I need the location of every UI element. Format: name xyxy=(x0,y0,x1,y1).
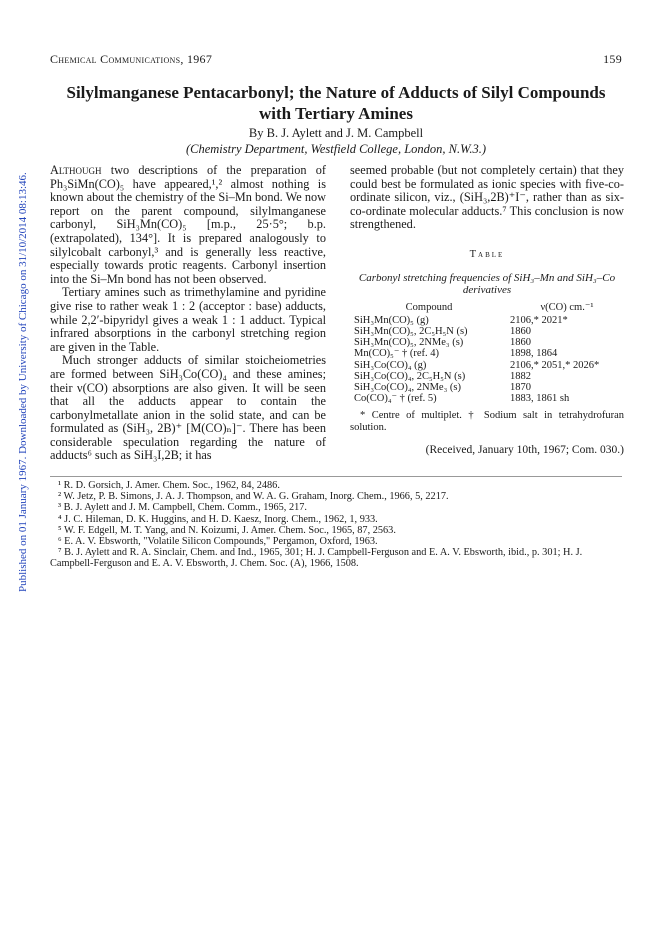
table-row xyxy=(350,337,624,348)
table-cell-compound: SiH₃Mn(CO)₅, 2NMe₃ (s) xyxy=(354,337,464,349)
download-sidebar xyxy=(4,120,29,600)
article-authors: By B. J. Aylett and J. M. Campbell xyxy=(248,126,424,140)
table-row xyxy=(350,371,624,382)
paragraph-4: seemed probable (but not completely certain) that they could best be formulated as ionic species with five-co-ordinate silicon, viz., (SiH₃,2B)⁺I⁻, rather than as six-co-ordinate molecular adducts.⁷ This conclusion is now strengthened. xyxy=(350,163,624,232)
column-header-frequency: ν(CO) cm.⁻¹ xyxy=(540,301,594,313)
table-cell-frequency: 1860 xyxy=(510,337,531,349)
reference-item: ¹ R. D. Gorsich, J. Amer. Chem. Soc., 1962, 84, 2486. xyxy=(58,480,280,491)
table-cell-compound: SiH₃Co(CO)₄, 2C₅H₅N (s) xyxy=(354,370,466,382)
reference-item: ³ B. J. Aylett and J. M. Campbell, Chem. Comm., 1965, 217. xyxy=(58,502,307,514)
table-cell-compound: SiH₃Co(CO)₄ (g) xyxy=(354,359,427,371)
paragraph-1-text: two descriptions of the preparation of Ph₃SiMn(CO)₅ have appeared,¹,² almost nothing is known about the chemistry of the Si–Mn bond. We now report on the parent compound, silylmanganese carbonyl, SiH₃Mn(CO)₅ [m.p., 25·5°; b.p. (extrapolated), 134°]. It is prepared analogously to silylcobalt carbonyl,³ and is generally less reactive, especially towards protic reagents. Carbonyl insertion into the Si–Mn bond has not been observed. xyxy=(50,163,326,286)
table-row xyxy=(350,360,624,371)
table-row xyxy=(350,382,624,393)
table-footnote: * Centre of multiplet. † Sodium salt in tetrahydrofuran solution. xyxy=(350,410,624,434)
table-header-row xyxy=(350,302,624,313)
reference-item: ⁶ E. A. V. Ebsworth, "Volatile Silicon Compounds," Pergamon, Oxford, 1963. xyxy=(58,536,378,548)
table-cell-compound: SiH₃Mn(CO)₅ (g) xyxy=(354,314,429,326)
paragraph-2: Tertiary amines such as trimethylamine and pyridine give rise to rather weak 1 : 2 (acceptor : base) adducts, while 2,2′-bipyridyl gives a weak 1 : 1 adduct. Typical infrared absorptions in the carbonyl stretching region are given in the Table. xyxy=(50,285,326,354)
page-number: 159 xyxy=(603,52,622,66)
table-cell-frequency: 1870 xyxy=(510,381,531,393)
table-row xyxy=(350,393,624,404)
table-cell-frequency: 2106,* 2021* xyxy=(510,314,568,326)
table-cell-frequency: 1898, 1864 xyxy=(510,348,558,360)
lead-word: Although xyxy=(50,163,102,177)
table-cell-compound: Mn(CO)₅⁻ † (ref. 4) xyxy=(354,348,440,360)
table-cell-frequency: 2106,* 2051,* 2026* xyxy=(510,359,600,371)
reference-item: ⁴ J. C. Hileman, D. K. Huggins, and H. D. Kaesz, Inorg. Chem., 1962, 1, 933. xyxy=(58,513,378,525)
table-row xyxy=(350,315,624,326)
reference-item: ⁵ W. F. Edgell, M. T. Yang, and N. Koizumi, J. Amer. Chem. Soc., 1965, 87, 2563. xyxy=(58,524,396,536)
left-column xyxy=(50,164,326,463)
journal-name: Chemical Communications, 1967 xyxy=(50,52,213,66)
table-cell-compound: SiH₃Mn(CO)₅, 2C₅H₅N (s) xyxy=(354,325,468,337)
references-divider xyxy=(50,476,622,477)
article-affiliation: (Chemistry Department, Westfield College, London, N.W.3.) xyxy=(185,142,487,156)
running-head xyxy=(50,52,622,67)
table-cell-frequency: 1882 xyxy=(510,370,531,382)
reference-item: ⁷ B. J. Aylett and R. A. Sinclair, Chem. and Ind., 1965, 301; H. J. Campbell-Ferguson and E. A. V. Ebsworth, ibid., p. 301; H. J. Campbell-Ferguson and E. A. V. Ebsworth, J. Chem. Soc. (A), 1966, 1508. xyxy=(50,547,583,570)
table-cell-frequency: 1883, 1861 sh xyxy=(510,393,570,405)
received-date: (Received, January 10th, 1967; Com. 030.) xyxy=(425,444,624,457)
column-header-compound: Compound xyxy=(405,301,453,313)
table-row xyxy=(350,348,624,359)
references-list xyxy=(50,480,622,570)
table-cell-compound: SiH₃Co(CO)₄, 2NMe₃ (s) xyxy=(354,381,461,393)
reference-item: ² W. Jetz, P. B. Simons, J. A. J. Thompson, and W. A. G. Graham, Inorg. Chem., 1966, 5, 2217. xyxy=(58,491,449,503)
paragraph-1 xyxy=(50,164,326,286)
article-title: Silylmanganese Pentacarbonyl; the Nature of Adducts of Silyl Compounds with Tertiary Amines xyxy=(66,83,606,123)
right-column xyxy=(350,164,624,458)
table-label: Table xyxy=(469,248,505,260)
frequency-table xyxy=(350,302,624,405)
table-row xyxy=(350,326,624,337)
table-cell-compound: Co(CO)₄⁻ † (ref. 5) xyxy=(354,393,437,405)
download-notice-link[interactable]: Published on 01 January 1967. Downloaded by University of Chicago on 31/10/2014 08:13:46. xyxy=(17,172,29,592)
paragraph-3: Much stronger adducts of similar stoicheiometries are formed between SiH₃Co(CO)₄ and these amines; their ν(CO) absorptions are also given. It will be seen that all the adducts appear to contain the carbonylmetallate anion in the solid state, and can be formulated as (SiH₃, 2B)⁺ [M(CO)ₙ]⁻. There has been considerable speculation regarding the nature of adducts⁶ such as SiH₃I,2B; it has xyxy=(50,353,326,463)
table-caption: Carbonyl stretching frequencies of SiH₃–Mn and SiH₃–Co derivatives xyxy=(358,271,616,296)
table-cell-frequency: 1860 xyxy=(510,325,531,337)
